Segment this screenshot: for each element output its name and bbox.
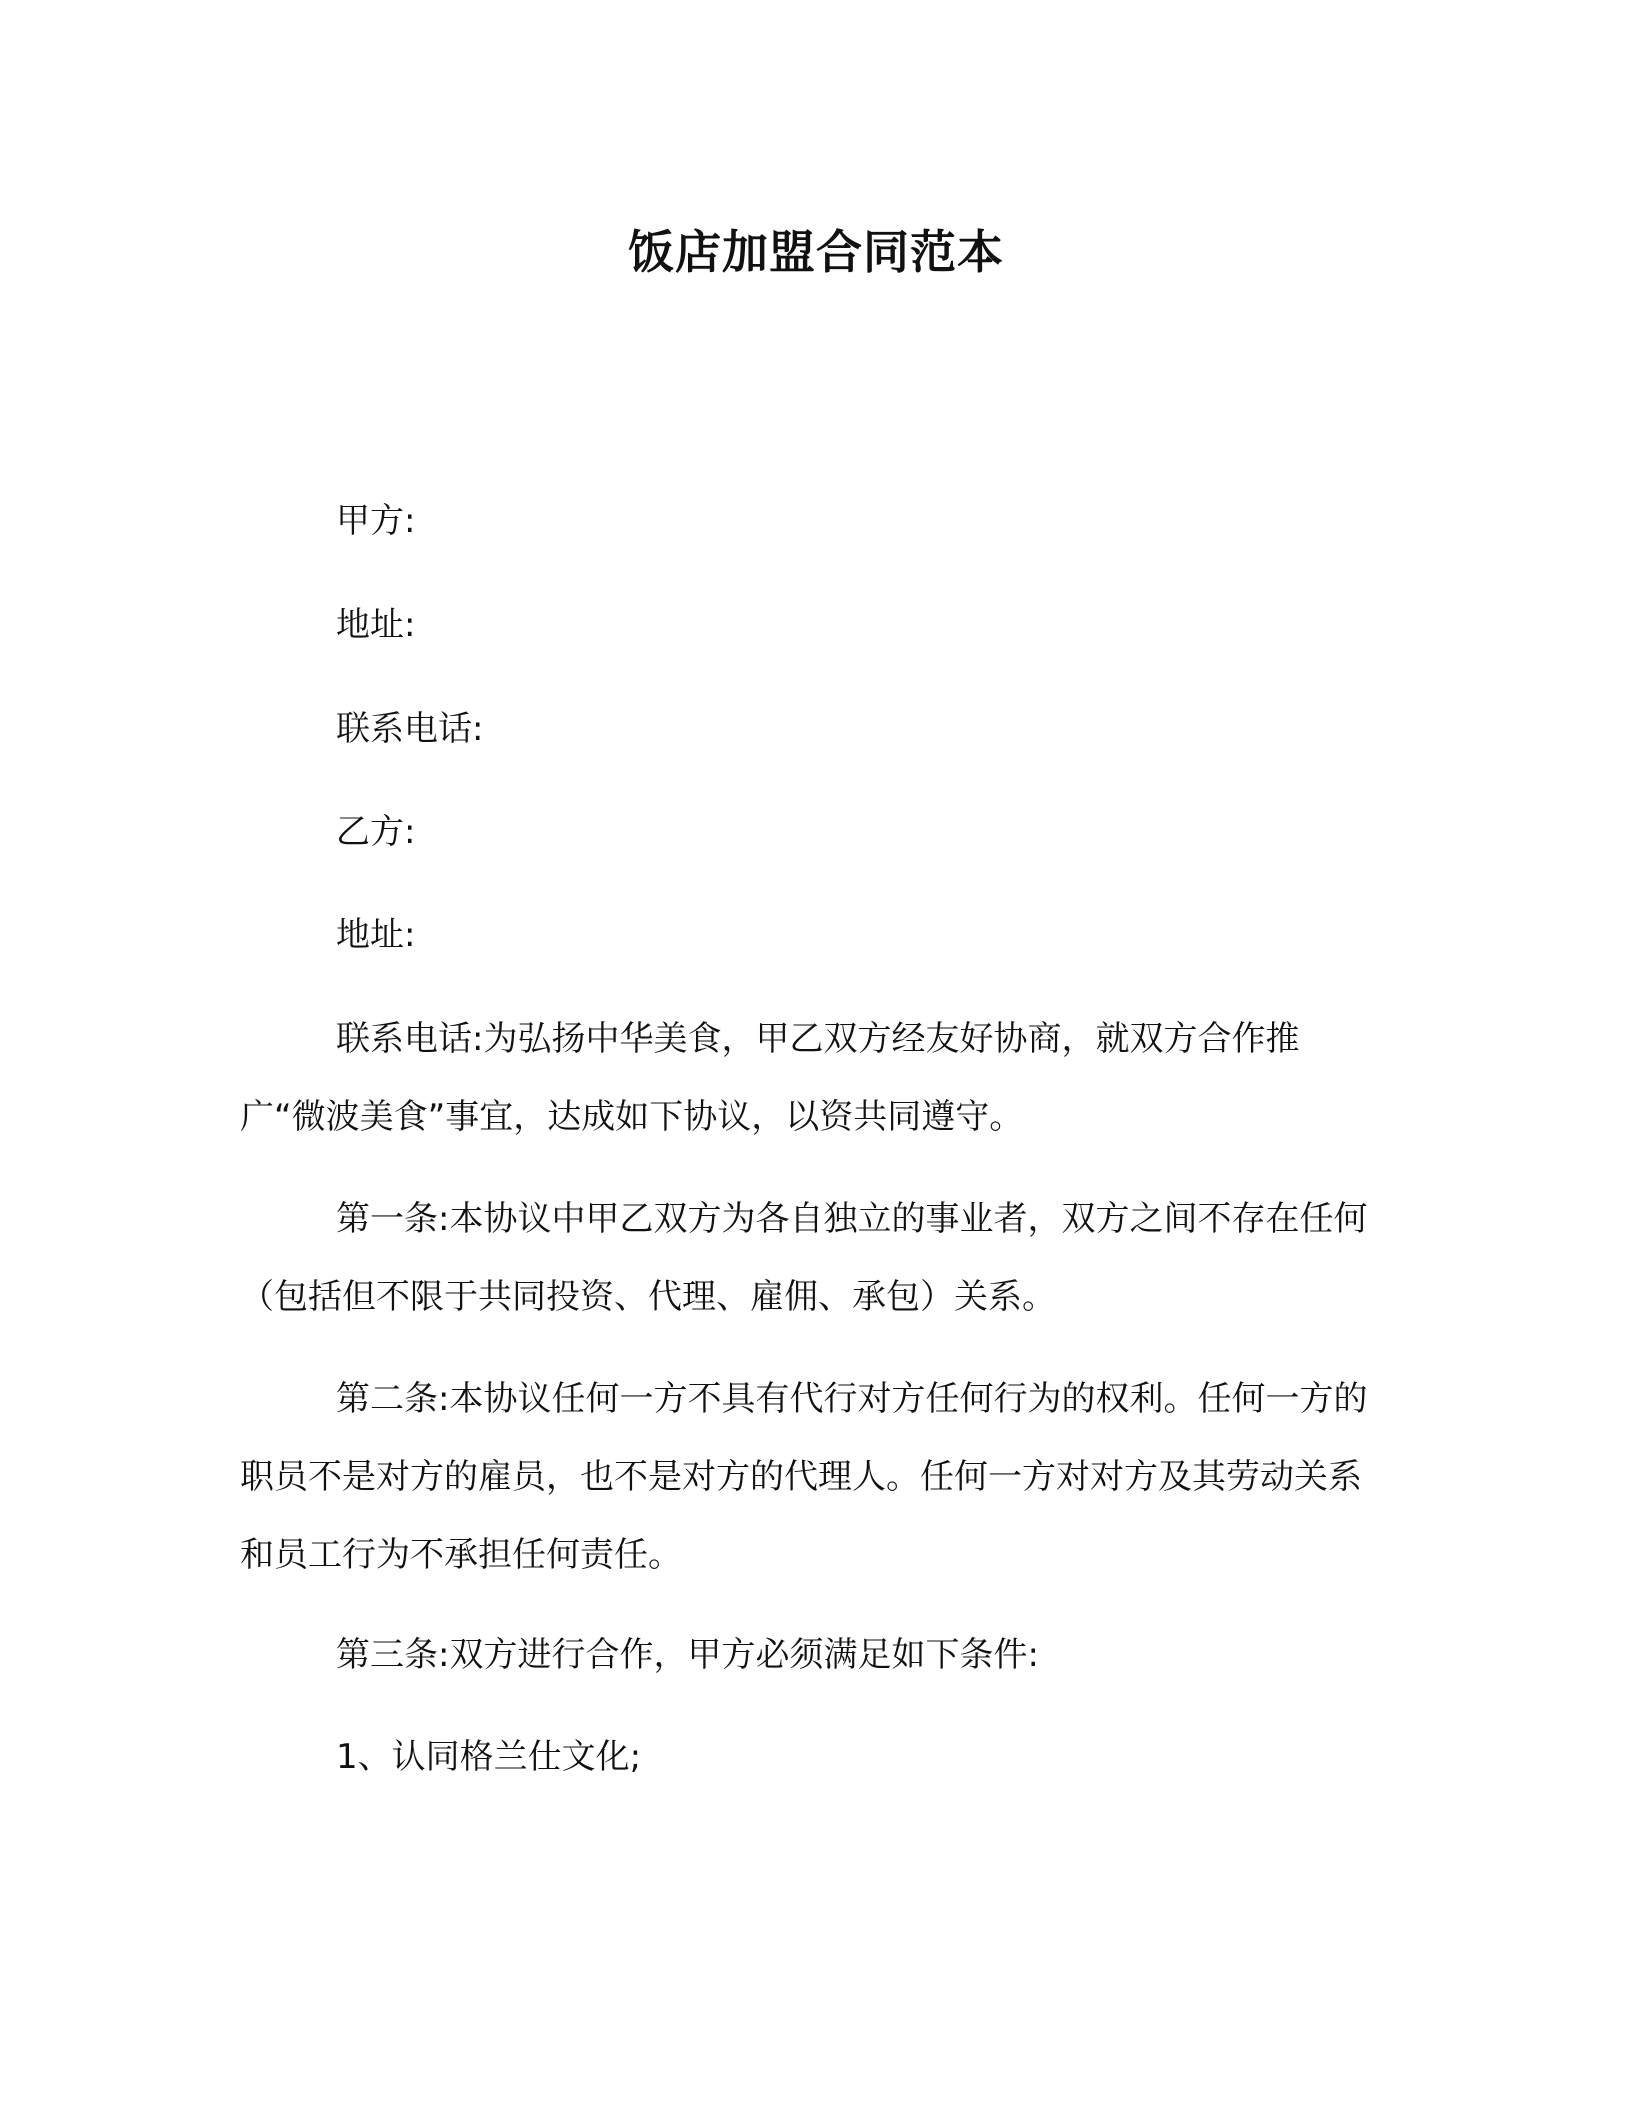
party-a-phone-label: 联系电话: <box>336 709 484 749</box>
paragraph-article-3: 第三条:双方进行合作，甲方必须满足如下条件: <box>336 1635 1039 1675</box>
document-title: 饭店加盟合同范本 <box>628 225 1004 279</box>
party-a-address-label: 地址: <box>336 605 416 645</box>
party-a-name-label: 甲方: <box>336 501 416 541</box>
party-b-name-label: 乙方: <box>336 812 416 852</box>
list-item-1: 1、认同格兰仕文化; <box>336 1737 642 1777</box>
paragraph-article-1: 第一条:本协议中甲乙双方为各自独立的事业者，双方之间不存在任何（包括但不限于共同投资、代理、雇佣、承包）关系。 <box>240 1199 1368 1317</box>
paragraph-article-2: 第二条:本协议任何一方不具有代行对方任何行为的权利。任何一方的职员不是对方的雇员，也不是对方的代理人。任何一方对对方及其劳动关系和员工行为不承担任何责任。 <box>240 1379 1368 1575</box>
party-b-address-label: 地址: <box>336 915 416 955</box>
paragraph-intro: 联系电话:为弘扬中华美食，甲乙双方经友好协商，就双方合作推广“微波美食”事宜，达成如下协议，以资共同遵守。 <box>240 1019 1300 1137</box>
